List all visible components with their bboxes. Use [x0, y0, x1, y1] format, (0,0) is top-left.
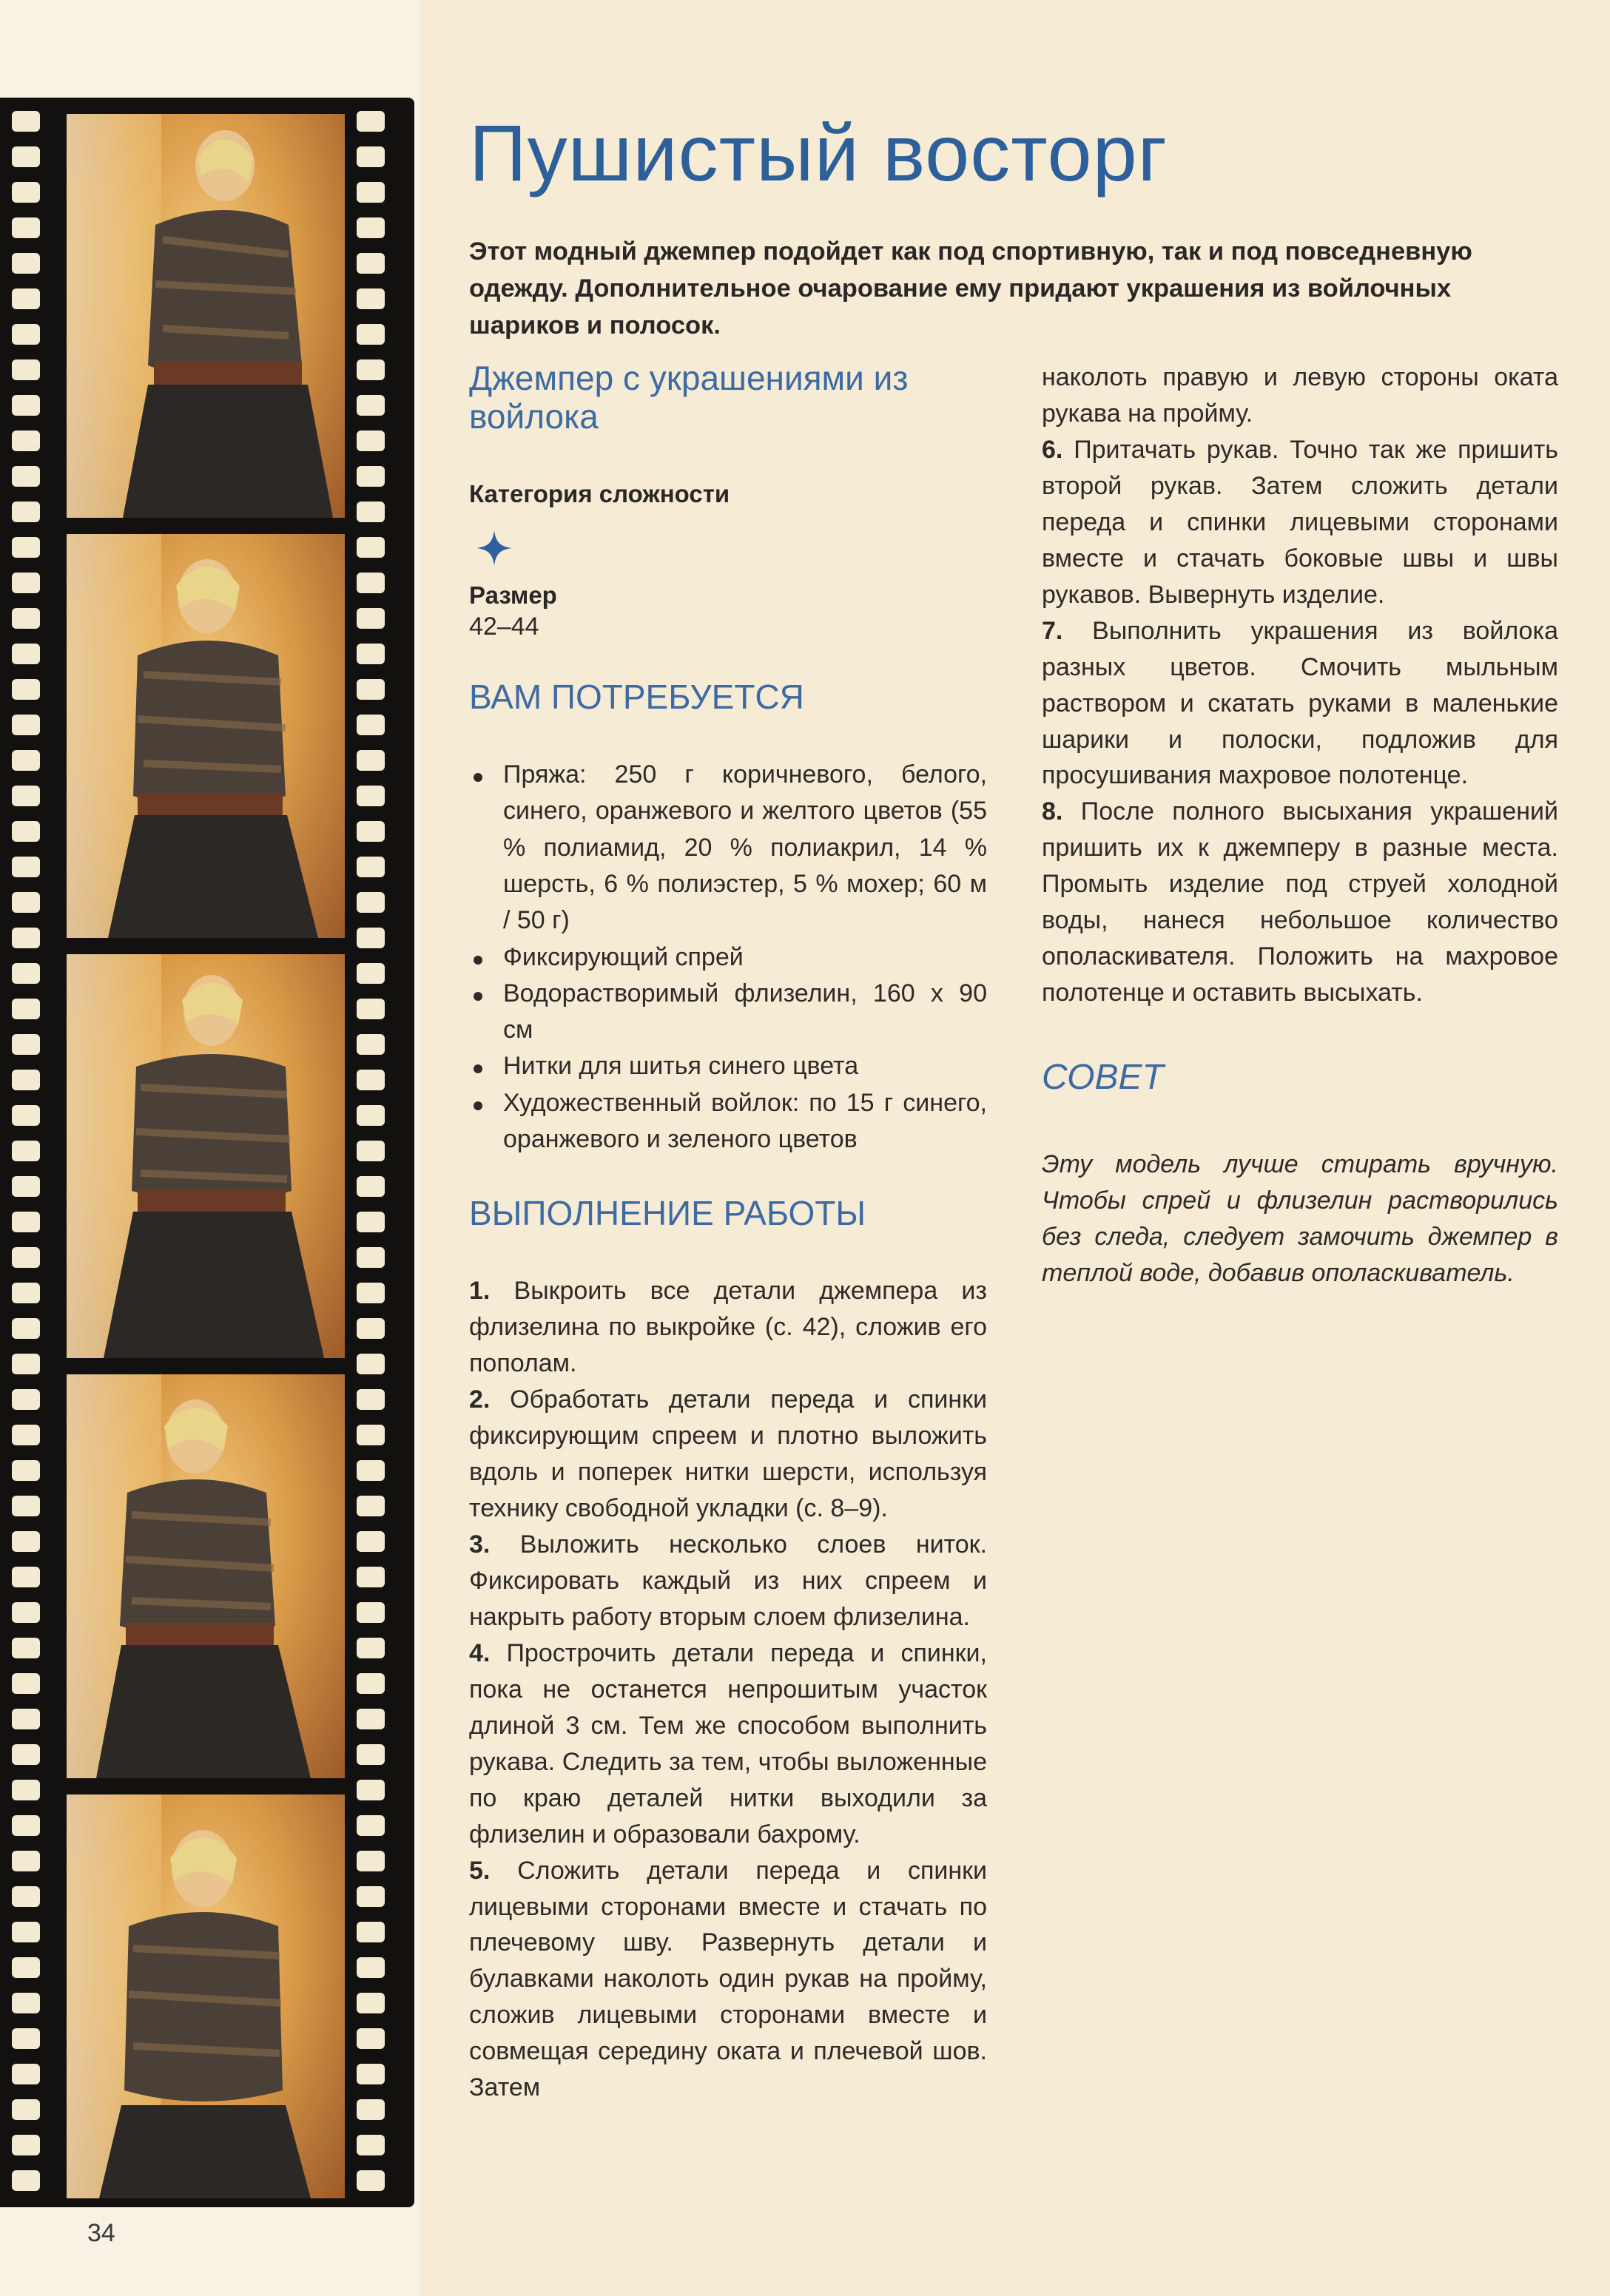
- list-item: Водорастворимый флизелин, 160 х 90 см: [469, 976, 987, 1049]
- model-photo-4: [67, 1374, 345, 1778]
- film-sprocket-hole: [357, 608, 385, 629]
- sprocket-column-left: [12, 98, 40, 2207]
- film-sprocket-hole: [12, 1389, 40, 1410]
- film-sprocket-hole: [12, 537, 40, 558]
- film-sprocket-hole: [12, 324, 40, 345]
- list-item: Пряжа: 250 г коричневого, белого, синего, оранжевого и желтого цветов (55 % полиамид, 20 % полиакрил, 14 % шерсть, 6 % полиэстер, 5 % мохер; 60 м / 50 г): [469, 757, 987, 939]
- advice-heading: СОВЕТ: [1042, 1058, 1164, 1098]
- step-2: 2. Обработать детали переда и спинки фиксирующим спреем и плотно выложить вдоль и поперек нитки шерсти, используя технику свободной укладки (с. 8–9).: [469, 1385, 987, 1523]
- film-sprocket-hole: [12, 253, 40, 274]
- step-4: 4. Прострочить детали переда и спинки, пока не останется непрошитым участок длиной 3 см. Тем же способом выполнить рукава. Следить за тем, чтобы выложенные по краю деталей нитки выходили за флизелин и образовали бахрому.: [469, 1638, 987, 1848]
- advice-text: Эту модель лучше стирать вручную. Чтобы спрей и флизелин растворились без следа, следует замочить джемпер в теплой воде, добавив ополаскиватель.: [1042, 1150, 1558, 1288]
- film-sprocket-hole: [12, 1105, 40, 1126]
- bullet-icon: [474, 956, 482, 965]
- film-sprocket-hole: [12, 1034, 40, 1055]
- film-sprocket-hole: [12, 573, 40, 593]
- film-sprocket-hole: [12, 1744, 40, 1765]
- film-sprocket-hole: [357, 111, 385, 132]
- film-sprocket-hole: [357, 1744, 385, 1765]
- film-sprocket-hole: [357, 963, 385, 984]
- film-sprocket-hole: [12, 1709, 40, 1729]
- film-sprocket-hole: [12, 1673, 40, 1694]
- film-sprocket-hole: [12, 502, 40, 522]
- film-sprocket-hole: [357, 466, 385, 487]
- film-sprocket-hole: [357, 679, 385, 700]
- film-sprocket-hole: [357, 573, 385, 593]
- film-sprocket-hole: [12, 288, 40, 309]
- star-icon: [475, 529, 513, 567]
- film-sprocket-hole: [12, 182, 40, 203]
- film-sprocket-hole: [357, 502, 385, 522]
- film-sprocket-hole: [12, 644, 40, 664]
- film-sprocket-hole: [12, 1567, 40, 1587]
- film-sprocket-hole: [357, 1993, 385, 2013]
- film-sprocket-hole: [12, 1070, 40, 1090]
- film-sprocket-hole: [357, 1460, 385, 1481]
- film-sprocket-hole: [12, 999, 40, 1019]
- film-sprocket-hole: [12, 146, 40, 167]
- model-photo-3: [67, 954, 345, 1358]
- film-sprocket-hole: [357, 146, 385, 167]
- film-sprocket-hole: [357, 537, 385, 558]
- film-sprocket-hole: [357, 999, 385, 1019]
- film-sprocket-hole: [357, 288, 385, 309]
- film-sprocket-hole: [12, 715, 40, 735]
- film-sprocket-hole: [357, 1673, 385, 1694]
- film-sprocket-hole: [12, 1247, 40, 1268]
- film-sprocket-hole: [357, 857, 385, 877]
- film-sprocket-hole: [12, 1141, 40, 1161]
- film-sprocket-hole: [12, 359, 40, 380]
- bullet-icon: [474, 773, 482, 782]
- film-sprocket-hole: [12, 2170, 40, 2191]
- bullet-icon: [474, 992, 482, 1001]
- film-sprocket-hole: [12, 1922, 40, 1942]
- photo-frame-2: [67, 534, 345, 938]
- film-sprocket-hole: [12, 1993, 40, 2013]
- film-sprocket-hole: [357, 182, 385, 203]
- materials-heading: ВАМ ПОТРЕБУЕТСЯ: [469, 678, 804, 717]
- film-sprocket-hole: [357, 217, 385, 238]
- film-sprocket-hole: [357, 1212, 385, 1232]
- step-1: 1. Выкроить все детали джемпера из флизелина по выкройке (с. 42), сложив его пополам.: [469, 1277, 987, 1378]
- film-sprocket-hole: [357, 1283, 385, 1303]
- film-sprocket-hole: [357, 1886, 385, 1907]
- film-sprocket-hole: [12, 928, 40, 948]
- film-sprocket-hole: [357, 1709, 385, 1729]
- bullet-icon: [474, 1101, 482, 1110]
- right-column: [1042, 359, 1558, 1292]
- film-sprocket-hole: [357, 324, 385, 345]
- film-sprocket-hole: [357, 1034, 385, 1055]
- film-sprocket-hole: [12, 430, 40, 451]
- film-sprocket-hole: [357, 1922, 385, 1942]
- film-sprocket-hole: [12, 466, 40, 487]
- film-sprocket-hole: [357, 892, 385, 913]
- size-label: Размер: [469, 581, 557, 610]
- materials-list: [469, 757, 987, 1158]
- model-photo-5: [67, 1794, 345, 2198]
- photo-frame-3: [67, 954, 345, 1358]
- page-number: 34: [87, 2219, 115, 2247]
- photo-filmstrip: [0, 98, 414, 2207]
- list-item: Художественный войлок: по 15 г синего, оранжевого и зеленого цветов: [469, 1085, 987, 1158]
- left-column: [469, 359, 987, 2106]
- film-sprocket-hole: [357, 1389, 385, 1410]
- step-6: 6. Притачать рукав. Точно так же пришить второй рукав. Затем сложить детали переда и спинки лицевыми сторонами вместе и стачать боковые швы и швы рукавов. Вывернуть изделие.: [1042, 435, 1558, 609]
- film-sprocket-hole: [12, 608, 40, 629]
- photo-frame-1: [67, 114, 345, 518]
- film-sprocket-hole: [12, 1815, 40, 1836]
- film-sprocket-hole: [12, 2064, 40, 2084]
- film-sprocket-hole: [357, 821, 385, 842]
- film-sprocket-hole: [12, 1780, 40, 1800]
- difficulty-label: Категория сложности: [469, 480, 730, 508]
- film-sprocket-hole: [12, 1957, 40, 1978]
- film-sprocket-hole: [12, 821, 40, 842]
- intro-paragraph: Этот модный джемпер подойдет как под спортивную, так и под повседневную одежду. Дополнительное очарование ему придают украшения из войлочных шариков и полосок.: [469, 237, 1472, 340]
- photo-frame-5: [67, 1794, 345, 2198]
- film-sprocket-hole: [357, 1496, 385, 1516]
- film-sprocket-hole: [12, 1496, 40, 1516]
- film-sprocket-hole: [12, 1886, 40, 1907]
- model-photo-2: [67, 534, 345, 938]
- film-sprocket-hole: [12, 217, 40, 238]
- film-sprocket-hole: [12, 857, 40, 877]
- film-sprocket-hole: [357, 430, 385, 451]
- film-sprocket-hole: [357, 1354, 385, 1374]
- film-sprocket-hole: [12, 1602, 40, 1623]
- bullet-icon: [474, 1064, 482, 1073]
- film-sprocket-hole: [12, 1531, 40, 1552]
- film-sprocket-hole: [12, 892, 40, 913]
- article-header: [469, 108, 1564, 344]
- film-sprocket-hole: [357, 1176, 385, 1197]
- step-3: 3. Выложить несколько слоев ниток. Фиксировать каждый из них спреем и накрыть работу вторым слоем флизелина.: [469, 1530, 988, 1631]
- film-sprocket-hole: [12, 1212, 40, 1232]
- film-sprocket-hole: [12, 1638, 40, 1658]
- film-sprocket-hole: [357, 2135, 385, 2155]
- film-sprocket-hole: [357, 644, 385, 664]
- film-sprocket-hole: [357, 359, 385, 380]
- photo-frame-4: [67, 1374, 345, 1778]
- step-7: 7. Выполнить украшения из войлока разных цветов. Смочить мыльным раствором и скатать руками в маленькие шарики и полоски, подложив для просушивания махровое полотенце.: [1042, 616, 1558, 790]
- film-sprocket-hole: [12, 1460, 40, 1481]
- film-sprocket-hole: [12, 1318, 40, 1339]
- list-item: Фиксирующий спрей: [469, 939, 987, 976]
- film-sprocket-hole: [12, 2135, 40, 2155]
- film-sprocket-hole: [357, 1957, 385, 1978]
- film-sprocket-hole: [12, 2099, 40, 2120]
- film-sprocket-hole: [357, 786, 385, 806]
- film-sprocket-hole: [357, 1567, 385, 1587]
- film-sprocket-hole: [12, 1354, 40, 1374]
- film-sprocket-hole: [357, 1602, 385, 1623]
- step-5: 5. Сложить детали переда и спинки лицевыми сторонами вместе и стачать по плечевому шву. Развернуть детали и булавками наколоть один рукав на пройму, сложив лицевыми сторонами вместе и совмещая середину оката и плечевой шов. Затем: [469, 1856, 987, 2102]
- sprocket-column-right: [357, 98, 385, 2207]
- instructions-heading: ВЫПОЛНЕНИЕ РАБОТЫ: [469, 1194, 866, 1233]
- film-sprocket-hole: [12, 1176, 40, 1197]
- film-sprocket-hole: [357, 1247, 385, 1268]
- step-8: 8. После полного высыхания украшений пришить их к джемперу в разные места. Промыть изделие под струей холодной воды, нанеся небольшое количество ополаскивателя. Положить на махровое полотенце и оставить высыхать.: [1042, 797, 1558, 1007]
- film-sprocket-hole: [357, 1531, 385, 1552]
- film-sprocket-hole: [357, 1105, 385, 1126]
- film-sprocket-hole: [357, 928, 385, 948]
- film-sprocket-hole: [357, 1780, 385, 1800]
- film-sprocket-hole: [357, 750, 385, 771]
- film-sprocket-hole: [12, 786, 40, 806]
- film-sprocket-hole: [357, 2028, 385, 2049]
- film-sprocket-hole: [12, 1851, 40, 1871]
- film-sprocket-hole: [357, 253, 385, 274]
- film-sprocket-hole: [357, 1425, 385, 1445]
- film-sprocket-hole: [357, 1070, 385, 1090]
- step-5-continued: наколоть правую и левую стороны оката рукава на пройму.: [1042, 363, 1558, 428]
- film-sprocket-hole: [357, 715, 385, 735]
- film-sprocket-hole: [12, 750, 40, 771]
- film-sprocket-hole: [357, 1638, 385, 1658]
- film-sprocket-hole: [357, 1815, 385, 1836]
- film-sprocket-hole: [357, 2099, 385, 2120]
- list-item: Нитки для шитья синего цвета: [469, 1048, 987, 1084]
- film-sprocket-hole: [12, 1283, 40, 1303]
- film-sprocket-hole: [12, 1425, 40, 1445]
- model-photo-1: [67, 114, 345, 518]
- film-sprocket-hole: [357, 1141, 385, 1161]
- film-sprocket-hole: [357, 395, 385, 416]
- film-sprocket-hole: [357, 1318, 385, 1339]
- film-sprocket-hole: [12, 111, 40, 132]
- film-sprocket-hole: [12, 679, 40, 700]
- size-value: 42–44: [469, 612, 539, 641]
- project-subtitle: Джемпер с украшениями из войлока: [469, 359, 909, 436]
- film-sprocket-hole: [12, 2028, 40, 2049]
- page-title: Пушистый восторг: [469, 108, 1168, 197]
- film-sprocket-hole: [12, 395, 40, 416]
- film-sprocket-hole: [357, 1851, 385, 1871]
- film-sprocket-hole: [357, 2064, 385, 2084]
- film-sprocket-hole: [357, 2170, 385, 2191]
- film-sprocket-hole: [12, 963, 40, 984]
